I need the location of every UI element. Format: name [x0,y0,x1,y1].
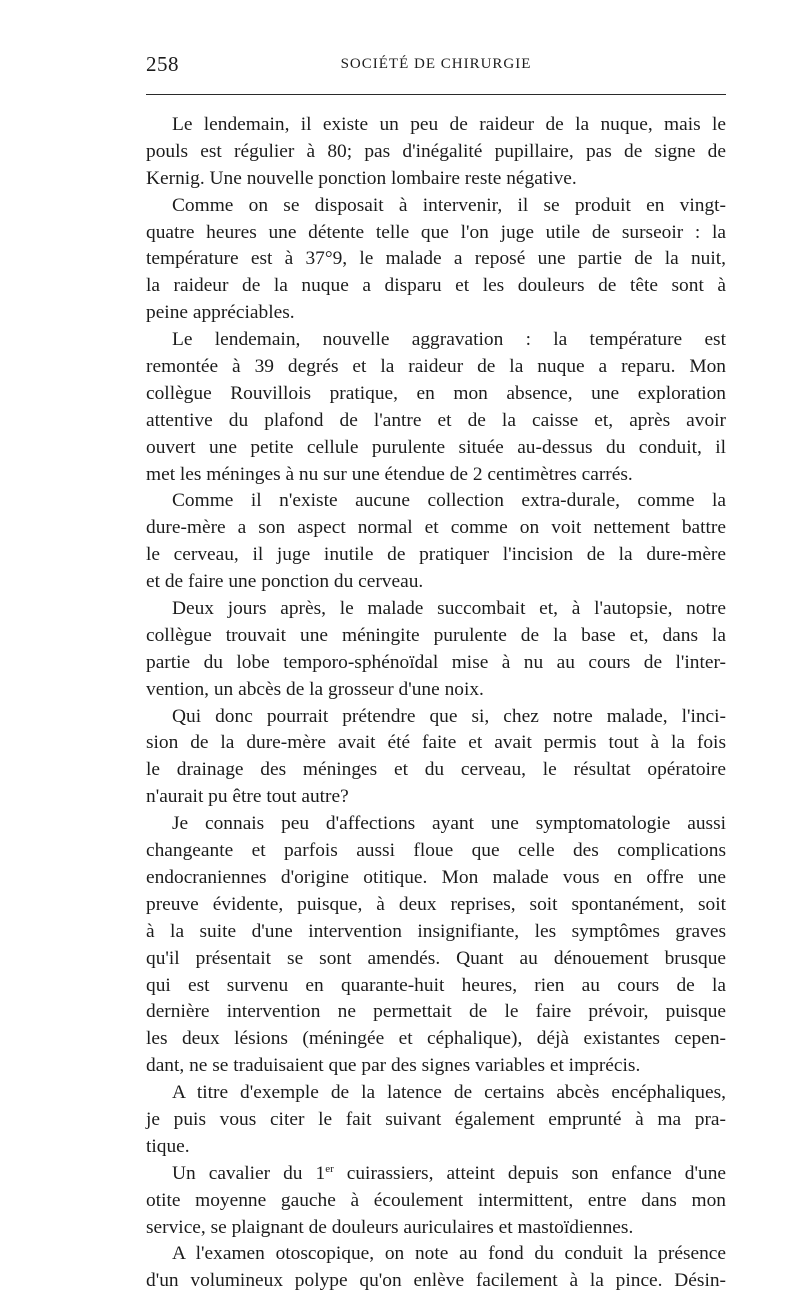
paragraph [146,488,726,596]
text-line: peine appréciables. [146,302,295,324]
paragraph [146,811,726,1080]
text-line: température est à 37°9, le malade a reposé une partie de la nuit, [146,248,726,270]
paragraph [146,704,726,812]
paragraph [146,1080,726,1161]
paragraph [146,1241,726,1295]
text-line: changeante et parfois aussi floue que celle des complications [146,840,726,862]
text-line: ouvert une petite cellule purulente située au-dessus du conduit, il [146,436,726,458]
text-line: Kernig. Une nouvelle ponction lombaire reste négative. [146,167,577,189]
text-line: vention, un abcès de la grosseur d'une noix. [146,678,484,700]
text-line: les deux lésions (méningée et céphalique), déjà existantes cepen- [146,1028,726,1050]
text-line: collègue trouvait une méningite purulente de la base et, dans la [146,624,726,646]
page-number: 258 [146,52,179,76]
text-line: pouls est régulier à 80; pas d'inégalité pupillaire, pas de signe de [146,140,726,162]
text-line: dure-mère a son aspect normal et comme on voit nettement battre [146,517,726,539]
text-line: dernière intervention ne permettait de le faire prévoir, puisque [146,1001,726,1023]
text-line: à la suite d'une intervention insignifiante, les symptômes graves [146,920,726,942]
text-line: service, se plaignant de douleurs auriculaires et mastoïdiennes. [146,1216,634,1238]
text-line: Le lendemain, nouvelle aggravation : la température est [172,329,726,351]
text-line: Le lendemain, il existe un peu de raideur de la nuque, mais le [172,114,726,135]
text-line: Comme il n'existe aucune collection extra-durale, comme la [172,490,726,512]
text-line: Deux jours après, le malade succombait et, à l'autopsie, notre [172,598,726,620]
text-line: collègue Rouvillois pratique, en mon absence, une exploration [146,382,726,404]
paragraph [146,112,726,193]
paragraph [146,596,726,704]
text-line: la raideur de la nuque a disparu et les douleurs de tête sont à [146,275,726,297]
text-line: dant, ne se traduisaient que par des signes variables et imprécis. [146,1055,641,1077]
text-line: endocraniennes d'origine otitique. Mon malade vous en offre une [146,866,726,888]
page-header [146,52,726,82]
text-line: le cerveau, il juge inutile de pratiquer l'incision de la dure-mère [146,544,726,566]
paragraph [146,193,726,327]
text-line: n'aurait pu être tout autre? [146,786,349,808]
text-line: Je connais peu d'affections ayant une symptomatologie aussi [172,813,726,835]
text-line: preuve évidente, puisque, à deux reprises, soit spontanément, soit [146,893,726,915]
text-line: qu'il présentait se sont amendés. Quant au dénouement brusque [146,947,726,969]
text-line: d'un volumineux polype qu'on enlève facilement à la pince. Désin- [146,1270,726,1292]
text-line: attentive du plafond de l'antre et de la caisse et, après avoir [146,409,726,431]
text-line: je puis vous citer le fait suivant également emprunté à ma pra- [146,1108,726,1130]
text-line: A titre d'exemple de la latence de certains abcès encéphaliques, [172,1082,726,1104]
text-line: quatre heures une détente telle que l'on juge utile de surseoir : la [146,221,726,243]
text-line: Comme on se disposait à intervenir, il se produit en vingt- [172,194,726,216]
header-rule [146,94,726,95]
text-line: qui est survenu en quarante-huit heures, rien au cours de la [146,974,726,996]
text-line: sion de la dure-mère avait été faite et avait permis tout à la fois [146,732,726,754]
text-line: Qui donc pourrait prétendre que si, chez notre malade, l'inci- [172,705,726,727]
paragraph [146,327,726,488]
text-line: tique. [146,1135,190,1157]
running-title: SOCIÉTÉ DE CHIRURGIE [340,56,532,72]
text-line: le drainage des méninges et du cerveau, le résultat opératoire [146,759,726,781]
text-line: Un cavalier du 1er cuirassiers, atteint depuis son enfance d'une [172,1162,726,1184]
body-text [146,112,726,1295]
text-line: A l'examen otoscopique, on note au fond du conduit la présence [172,1243,726,1265]
text-line: otite moyenne gauche à écoulement intermittent, entre dans mon [146,1189,726,1211]
text-line: met les méninges à nu sur une étendue de 2 centimètres carrés. [146,463,633,485]
text-line: remontée à 39 degrés et la raideur de la nuque a reparu. Mon [146,356,726,378]
text-line: et de faire une ponction du cerveau. [146,571,424,593]
paragraph [146,1161,726,1242]
text-line: partie du lobe temporo-sphénoïdal mise à nu au cours de l'inter- [146,651,726,673]
